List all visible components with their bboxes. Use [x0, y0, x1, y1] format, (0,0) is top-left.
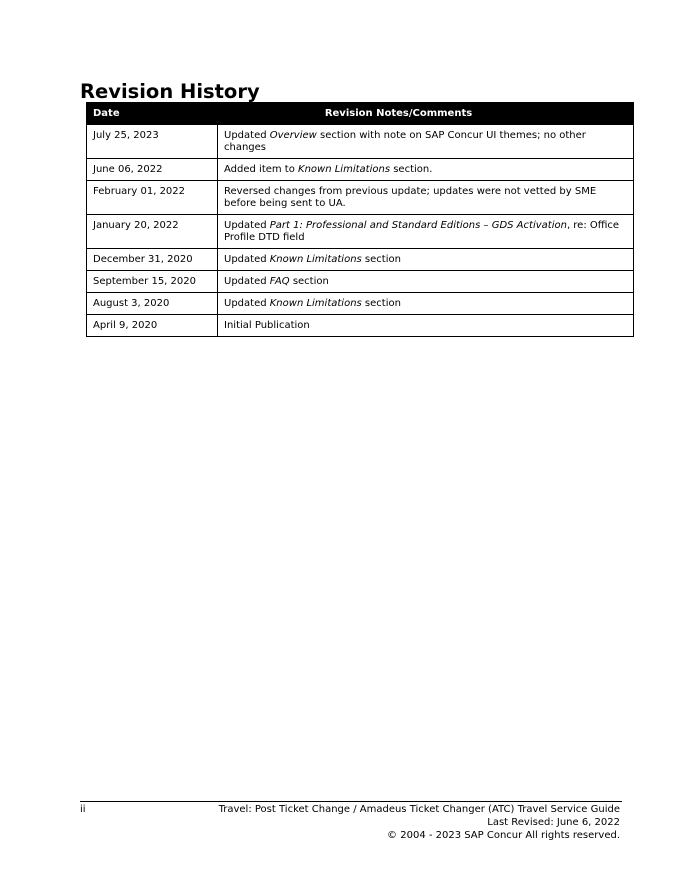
revision-notes-cell — [218, 215, 634, 249]
notes-text: Updated — [224, 276, 270, 287]
page-number: ii — [80, 804, 86, 815]
notes-text: Added item to — [224, 164, 299, 175]
notes-text: section with note on SAP Concur UI themes; no other changes — [224, 130, 586, 153]
date-column-header: Date — [87, 103, 218, 125]
table-row — [87, 315, 634, 337]
footer-divider — [80, 801, 622, 802]
table-row — [87, 215, 634, 249]
notes-text: , re: Office Profile DTD field — [224, 220, 620, 243]
table-body — [87, 125, 634, 337]
notes-emphasis: Known Limitations — [298, 164, 391, 175]
notes-text: section — [361, 298, 401, 309]
notes-emphasis: FAQ — [269, 276, 290, 287]
revision-date-cell: July 25, 2023 — [87, 125, 218, 159]
revision-date-cell: August 3, 2020 — [87, 293, 218, 315]
notes-text: Updated — [224, 298, 270, 309]
notes-text: Reversed changes from previous update; updates were not vetted by SME before being sent to UA. — [224, 186, 597, 209]
revision-date-cell: April 9, 2020 — [87, 315, 218, 337]
revision-notes-cell — [218, 315, 634, 337]
notes-emphasis: Part 1: Professional and Standard Editions – GDS Activation — [269, 220, 567, 231]
notes-emphasis: Overview — [269, 130, 317, 141]
table-row — [87, 249, 634, 271]
table-row — [87, 181, 634, 215]
notes-emphasis: Known Limitations — [269, 298, 362, 309]
notes-text: section — [289, 276, 329, 287]
revision-notes-cell — [218, 249, 634, 271]
footer — [219, 803, 620, 842]
notes-text: Updated — [224, 254, 270, 265]
notes-emphasis: Known Limitations — [269, 254, 362, 265]
revision-notes-cell — [218, 271, 634, 293]
table-row — [87, 271, 634, 293]
table-row — [87, 125, 634, 159]
table-row — [87, 159, 634, 181]
notes-text: section. — [390, 164, 433, 175]
notes-text: Updated — [224, 220, 270, 231]
revision-date-cell: September 15, 2020 — [87, 271, 218, 293]
footer-copyright: © 2004 - 2023 SAP Concur All rights reserved. — [387, 830, 620, 841]
notes-text: Updated — [224, 130, 270, 141]
table-header-row — [87, 103, 634, 125]
revision-date-cell: June 06, 2022 — [87, 159, 218, 181]
revision-date-cell: February 01, 2022 — [87, 181, 218, 215]
notes-text: section — [361, 254, 401, 265]
footer-doc-title: Travel: Post Ticket Change / Amadeus Ticket Changer (ATC) Travel Service Guide — [218, 804, 620, 815]
revision-notes-cell — [218, 159, 634, 181]
revision-notes-cell — [218, 293, 634, 315]
footer-last-revised: Last Revised: June 6, 2022 — [487, 817, 620, 828]
notes-column-header: Revision Notes/Comments — [218, 103, 634, 125]
table-row — [87, 293, 634, 315]
revision-notes-cell — [218, 181, 634, 215]
notes-text: Initial Publication — [224, 320, 310, 331]
revision-date-cell: January 20, 2022 — [87, 215, 218, 249]
revision-date-cell: December 31, 2020 — [87, 249, 218, 271]
page-title: Revision History — [80, 80, 260, 103]
revision-history-table — [86, 102, 634, 337]
revision-notes-cell — [218, 125, 634, 159]
